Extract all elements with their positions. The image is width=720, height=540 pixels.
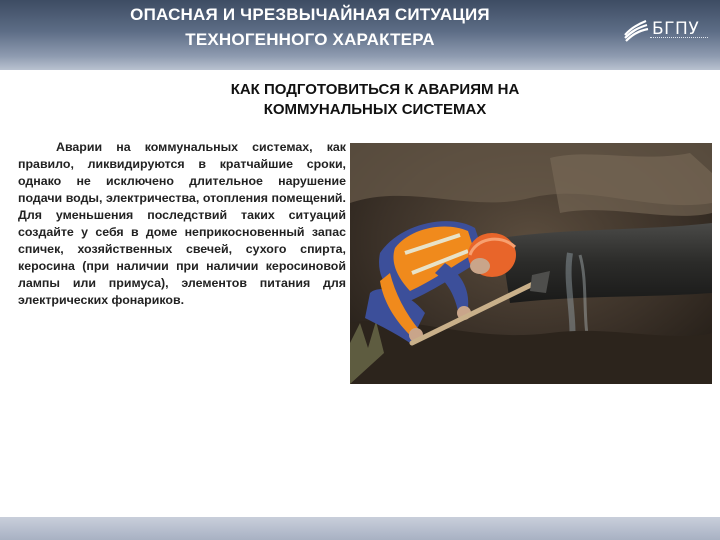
soil-clump (550, 153, 712, 216)
header-title-line2: ТЕХНОГЕННОГО ХАРАКТЕРА (185, 30, 435, 49)
header-title-line1: ОПАСНАЯ И ЧРЕЗВЫЧАЙНАЯ СИТУАЦИЯ (130, 5, 490, 24)
slide-title-line1: КАК ПОДГОТОВИТЬСЯ К АВАРИЯМ НА (230, 81, 520, 98)
worker-photo (350, 143, 712, 384)
footer-bar (0, 517, 720, 540)
logo-text: БГПУ (652, 19, 700, 39)
body-text (18, 139, 346, 309)
university-logo (622, 12, 708, 46)
worker-digging-illustration (350, 143, 712, 384)
header-bar (0, 0, 720, 70)
university-logo-icon (622, 15, 650, 43)
logo-underline (650, 37, 708, 39)
slide-title (170, 80, 580, 120)
header-title (60, 2, 560, 52)
body-paragraph: Аварии на коммунальных системах, как правило, ликвидируются в кратчайшие сроки, однако не исключено длительное нарушение подачи воды, электричества, отопления помещений. Для уменьшения последствий таких ситуаций создайте у себя в доме неприкосновенный запас спичек, хозяйственных свечей, сухого спирта, керосина (при наличии при наличии керосиновой лампы или примуса), элементов питания для электрических фонариков. (18, 140, 346, 307)
slide-title-line2: КОММУНАЛЬНЫХ СИСТЕМАХ (263, 101, 487, 118)
